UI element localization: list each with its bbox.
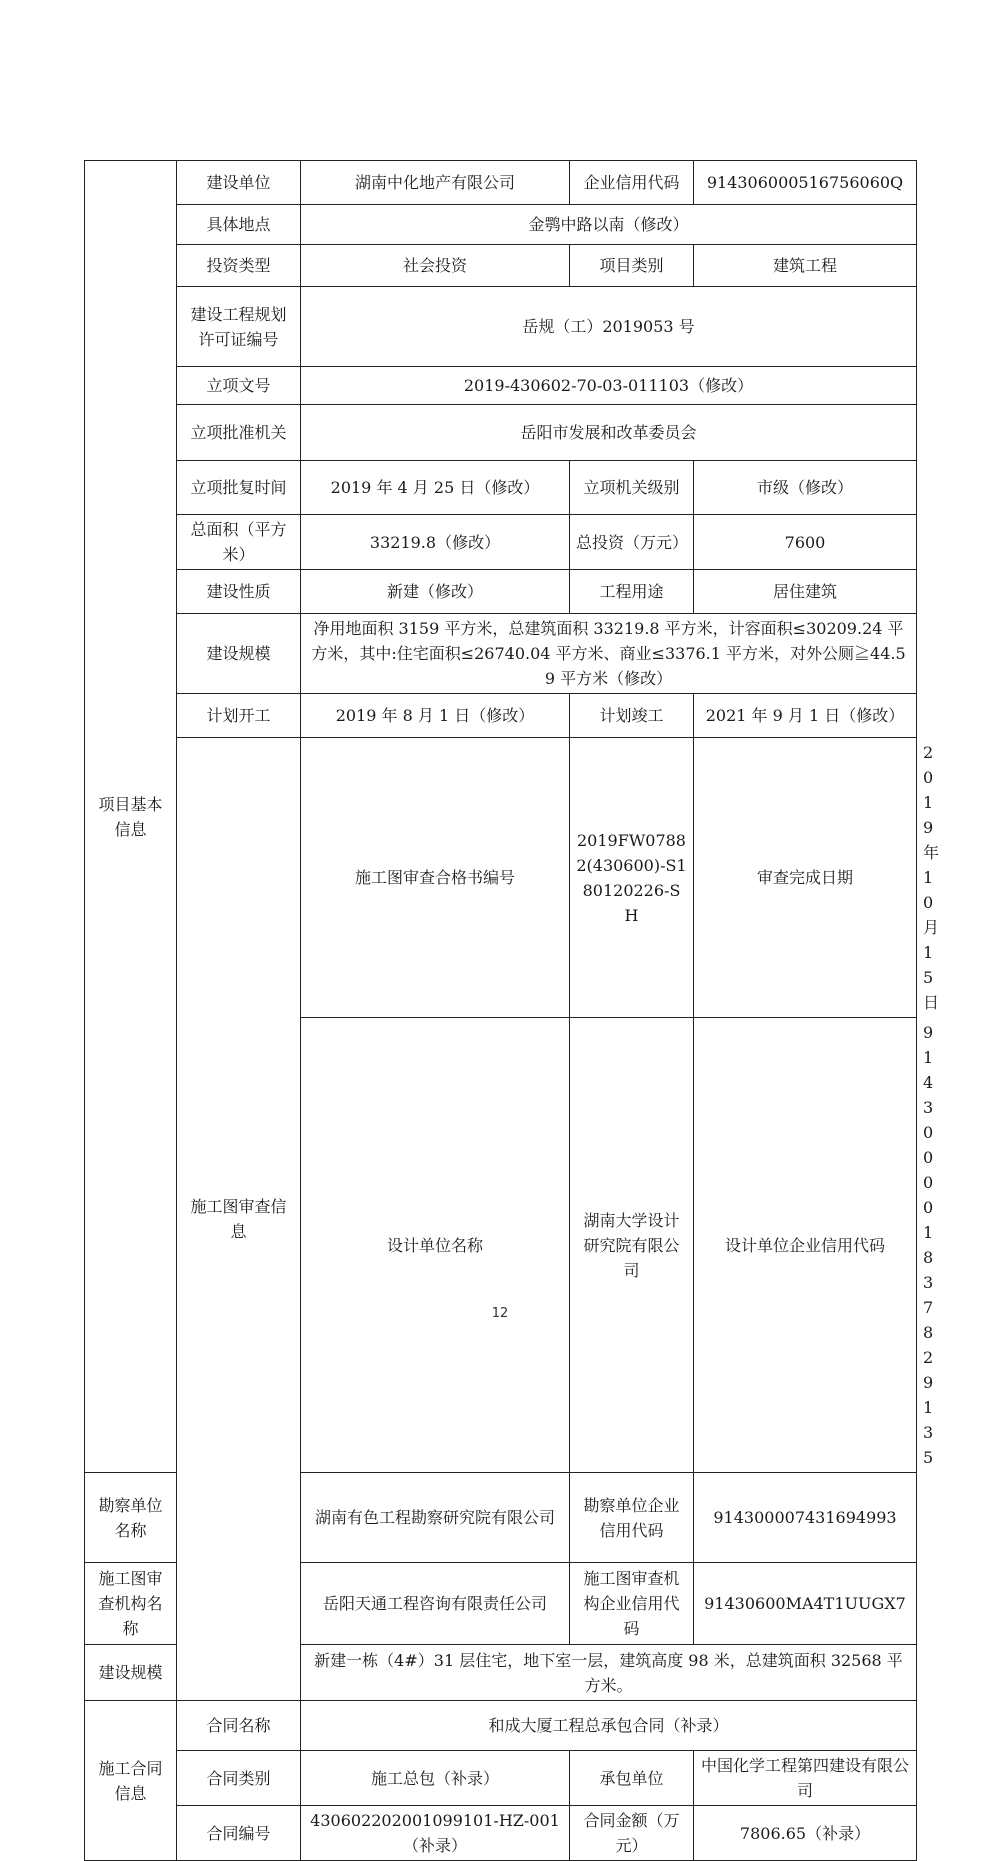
approval-no-label: 立项文号 [177,367,301,405]
invest-type-value: 社会投资 [301,245,570,287]
approval-level-label: 立项机关级别 [570,461,694,515]
investment-value: 7600 [694,515,917,570]
finish-label: 计划竣工 [570,694,694,738]
approval-time-value: 2019 年 4 月 25 日（修改） [301,461,570,515]
area-label: 总面积（平方米） [177,515,301,570]
permit-value: 岳规（工）2019053 号 [301,287,917,367]
survey-credit-label: 勘察单位企业信用代码 [570,1473,694,1563]
scale-value: 净用地面积 3159 平方米，总建筑面积 33219.8 平方米，计容面积≤30209.24 平方米，其中:住宅面积≤26740.04 平方米、商业≤3376.1 平方米，对外公厕≧44.59 平方米（修改） [301,614,917,694]
contract-no-value: 430602202001099101-HZ-001（补录） [301,1806,570,1861]
contract-type-value: 施工总包（补录） [301,1751,570,1806]
credit-value: 914306000516756060Q [694,161,917,205]
survey-credit-value: 914300007431694993 [694,1473,917,1563]
usage-label: 工程用途 [570,570,694,614]
contract-amount-label: 合同金额（万元） [570,1806,694,1861]
cert-value: 2019FW07882(430600)-S180120226-SH [570,738,694,1018]
review-done-label: 审查完成日期 [694,738,917,1018]
usage-value: 居住建筑 [694,570,917,614]
project-info-table: 项目基本信息 建设单位 湖南中化地产有限公司 企业信用代码 914306000516756060Q 具体地点 金鹗中路以南（修改） 投资类型 社会投资 项目类别 建筑工程 建设工程规划许可证编号 岳规（工）2019053 号 立项文号 2019-430602-70-03-011103（修改） 立项批准机关 岳阳市发展和改革委员会 立项批复时间 2019 年 4 月 25 日（修改） 立项机关级别 市级（修改） 总面积（平方米） 33219.8（修改） 总投资（万元） 7600 建设性质 新建（修改） 工程用途 居住建筑 建设规模 净用地面积 3159 平方米，总建筑面积 33219.8 平方米，计容面积≤30209.24 平方米，其中:住宅面积≤26740.04 平方米、商业≤3376.1 平方米，对外公厕≧44.59 平方米（修改） 计划开工 2019 年 8 月 1 日（修改） 计划竣工 2021 年 9 月 1 日（修改） 施工图审查信息 施工图审查合格书编号 2019FW07882(430600)-S180120226-SH 审查完成日期 2019 年 10 月 15 日 设计单位名称 湖南大学设计研究院有限公司 设计单位企业信用代码 914300001837829135 勘察单位名称 湖南有色工程勘察研究院有限公司 勘察单位企业信用代码 914300007431694993 施工图审查机构名称 岳阳天通工程咨询有限责任公司 施工图审查机构企业信用代码 91430600MA4T1UUGX7 建设规模 新建一栋（4#）31 层住宅，地下室一层，建筑高度 98 米，总建筑面积 32568 平方米。 施工合同信息 合同名称 和成大厦工程总承包合同（补录） 合同类别 施工总包（补录） 承包单位 中国化学工程第四建设有限公司 合同编号 430602202001099101-HZ-001（补录） 合同金额（万元） 7806.65（补录） [84,160,917,1861]
agency-value: 岳阳天通工程咨询有限责任公司 [301,1563,570,1645]
credit-label: 企业信用代码 [570,161,694,205]
contract-name-value: 和成大厦工程总承包合同（补录） [301,1701,917,1751]
contractor-label: 承包单位 [570,1751,694,1806]
approval-org-label: 立项批准机关 [177,405,301,461]
nature-value: 新建（修改） [301,570,570,614]
designer-credit-label: 设计单位企业信用代码 [694,1018,917,1473]
contract-amount-value: 7806.65（补录） [694,1806,917,1861]
start-value: 2019 年 8 月 1 日（修改） [301,694,570,738]
section-contract-info: 施工合同信息 [85,1701,177,1861]
contract-no-label: 合同编号 [177,1806,301,1861]
location-label: 具体地点 [177,205,301,245]
location-value: 金鹗中路以南（修改） [301,205,917,245]
review-scale-value: 新建一栋（4#）31 层住宅，地下室一层，建筑高度 98 米，总建筑面积 32568 平方米。 [301,1645,917,1701]
agency-credit-value: 91430600MA4T1UUGX7 [694,1563,917,1645]
approval-level-value: 市级（修改） [694,461,917,515]
survey-label: 勘察单位名称 [85,1473,177,1563]
builder-value: 湖南中化地产有限公司 [301,161,570,205]
area-value: 33219.8（修改） [301,515,570,570]
permit-label: 建设工程规划许可证编号 [177,287,301,367]
agency-label: 施工图审查机构名称 [85,1563,177,1645]
approval-time-label: 立项批复时间 [177,461,301,515]
category-label: 项目类别 [570,245,694,287]
designer-label: 设计单位名称 [301,1018,570,1473]
approval-no-value: 2019-430602-70-03-011103（修改） [301,367,917,405]
builder-label: 建设单位 [177,161,301,205]
nature-label: 建设性质 [177,570,301,614]
contract-name-label: 合同名称 [177,1701,301,1751]
cert-label: 施工图审查合格书编号 [301,738,570,1018]
review-scale-label: 建设规模 [85,1645,177,1701]
start-label: 计划开工 [177,694,301,738]
designer-value: 湖南大学设计研究院有限公司 [570,1018,694,1473]
page-number: 12 [491,1306,509,1321]
section-basic-info: 项目基本信息 [85,161,177,1473]
investment-label: 总投资（万元） [570,515,694,570]
scale-label: 建设规模 [177,614,301,694]
agency-credit-label: 施工图审查机构企业信用代码 [570,1563,694,1645]
contract-type-label: 合同类别 [177,1751,301,1806]
invest-type-label: 投资类型 [177,245,301,287]
section-review-info: 施工图审查信息 [177,738,301,1701]
category-value: 建筑工程 [694,245,917,287]
approval-org-value: 岳阳市发展和改革委员会 [301,405,917,461]
contractor-value: 中国化学工程第四建设有限公司 [694,1751,917,1806]
survey-value: 湖南有色工程勘察研究院有限公司 [301,1473,570,1563]
finish-value: 2021 年 9 月 1 日（修改） [694,694,917,738]
